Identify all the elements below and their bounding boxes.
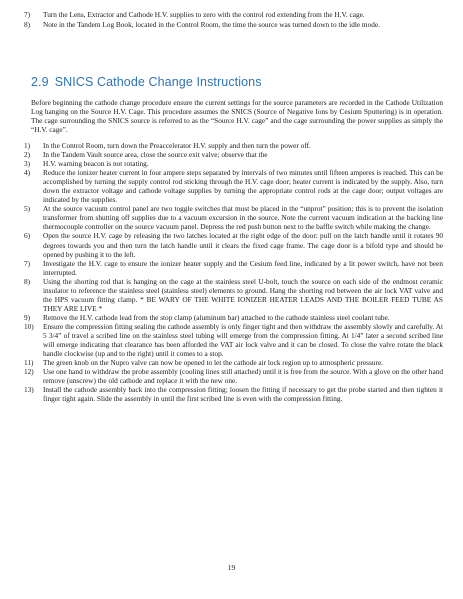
step-text: Turn the Lens, Extractor and Cathode H.V. supplies to zero with the control rod extending from the H.V. cage. — [43, 10, 365, 19]
step-number: 5) — [24, 204, 31, 214]
step-number: 2) — [24, 150, 31, 160]
step-number: 1) — [24, 141, 31, 150]
step-number: 4) — [24, 168, 31, 178]
step-text: Use one hand to withdraw the probe assembly (cooling lines still attached) until it is free from the source. With a glove on the other hand remove (unscrew) the old cathode and replace it with the new one. — [43, 367, 443, 386]
step-number: 8) — [24, 276, 31, 286]
list-item — [24, 20, 442, 29]
step-text: Using the shorting rod that is hanging on the cage at the stainless steel U-bolt, touch the source on each side of the endmost ceramic insulator to reference the stainless steel (stainless steel) elements to ground. Hang the shorting rod between the air lock VAT valve and the HPS vacuum fitting clamp. * BE WARY OF THE WHITE IONIZER HEATER LEADS AND THE BOILER FEED TUBE AS THEY ARE LIVE * — [43, 276, 443, 313]
step-number: 8) — [24, 19, 31, 29]
step-text: Note in the Tandem Log Book, located in the Control Room, the time the source was turned down to the idle mode. — [43, 19, 380, 29]
step-number: 3) — [24, 159, 31, 169]
step-text: Ensure the compression fitting sealing the cathode assembly is only finger tight and then withdraw the assembly slowly and carefully. At 5 3/4” of travel a scribed line on the stainless steel tubing will emerge from the compression fitting. At 1/4” later a second scribed line will emerge indicating that clearance has been afforded the VAT air lock valve and it can be closed. To close the valve rotate the black handle clockwise (up and to the right) until it comes to a stop. — [43, 321, 443, 359]
step-number: 7) — [24, 10, 31, 19]
list-item — [24, 10, 442, 19]
section-heading — [31, 75, 262, 89]
step-text: In the Tandem Vault source area, close the source exit valve; observe that the — [43, 150, 268, 160]
step-text: The green knob on the Nupro valve can now be opened to let the cathode air lock region up to atmospheric pressure. — [43, 358, 384, 368]
step-number: 12) — [24, 367, 34, 377]
step-text: Reduce the ionizer heater current in four ampere steps separated by intervals of two minutes until fifteen amperes is reached. This can be accomplished by turning the supply control rod sticking through the H.V. cage door; heater current is indicated by the supply. Also, turn down the extractor voltage and cathode voltage supplies by turning the appropriate control rods at the cage door; output voltages are indicated by the supplies. — [43, 168, 443, 205]
step-text: At the source vacuum control panel are two toggle switches that must be placed in the “unprot” position; this is to prevent the isolation transformer from shutting off supplies due to a vacuum excursion in the source. Note the current vacuum indication at the backing line thermocouple controller on the source vacuum panel. Depress the red push button next to the baffle switch while making the change. — [43, 204, 443, 232]
list-item — [24, 141, 443, 150]
step-text: Investigate the H.V. cage to ensure the ionizer heater supply and the Cesium feed line, indicated by a lit power switch, have not been interrupted. — [43, 258, 443, 277]
step-number: 11) — [24, 358, 34, 368]
step-number: 13) — [24, 385, 34, 395]
list-item — [24, 358, 443, 367]
list-item — [24, 277, 443, 313]
section-number: 2.9 — [31, 75, 49, 89]
step-number: 6) — [24, 231, 31, 241]
step-text: Install the cathode assembly back into the compression fitting; loosen the fitting if necessary to get the probe started and then tighten it finger tight again. Slide the assembly in until the first scribed line is even with the compression fitting. — [43, 385, 443, 404]
list-item — [24, 322, 443, 358]
intro-paragraph: Before beginning the cathode change procedure ensure the current settings for the source parameters are recorded in the Cathode Utilization Log hanging on the Source H.V. Cage. This procedure assumes the SNICS (Source of Negative Ions by Cesium Sputtering) is in operation. The cage surrounding the SNICS source is referred to as the “Source H.V. cage” and the cage surrounding the power supplies as simply the “H.V. cage”. — [31, 98, 443, 135]
continued-step-list — [24, 10, 442, 29]
list-item — [24, 367, 443, 385]
list-item — [24, 204, 443, 231]
list-item — [24, 168, 443, 204]
step-text: Remove the H.V. cathode lead from the stop clamp (aluminum bar) attached to the cathode stainless steel coolant tube. — [43, 312, 390, 322]
step-text: Open the source H.V. cage by releasing the two latches located at the right edge of the door: pull on the latch handle until it rotates 90 degrees towards you and then turn the latch handle until it clears the fixed cage frame. The cage door is a bifold type and should be opened by pushing it to the left. — [43, 231, 443, 259]
page-number: 19 — [227, 563, 236, 572]
step-number: 10) — [24, 321, 34, 331]
list-item — [24, 385, 443, 403]
section-title: SNICS Cathode Change Instructions — [54, 75, 262, 89]
list-item — [24, 231, 443, 258]
list-item — [24, 150, 443, 159]
procedure-step-list — [24, 141, 443, 403]
step-number: 7) — [24, 258, 31, 268]
list-item — [24, 313, 443, 322]
list-item — [24, 259, 443, 277]
list-item — [24, 159, 443, 168]
step-number: 9) — [24, 312, 31, 322]
step-text: H.V. warning beacon is not rotating. — [43, 159, 149, 169]
step-text: In the Control Room, turn down the Preaccelerator H.V. supply and then turn the power off. — [43, 141, 311, 150]
